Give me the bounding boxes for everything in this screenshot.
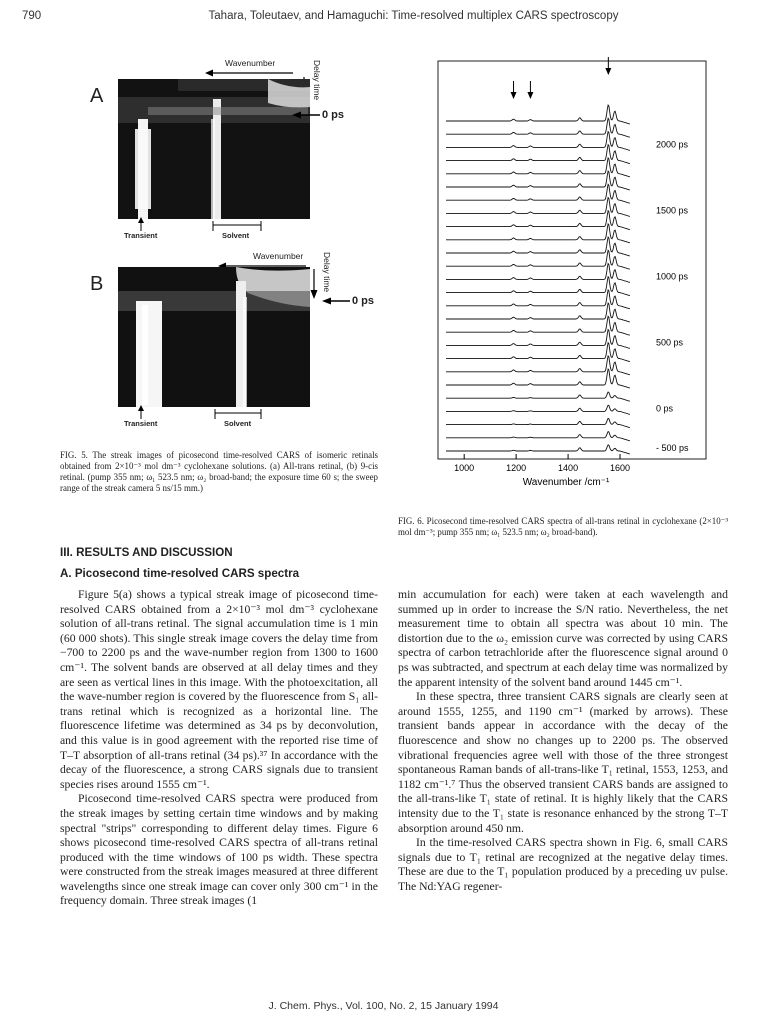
panel-b-label: B	[90, 273, 104, 295]
delay-label: 1500 ps	[656, 205, 689, 216]
x-tick-label: 1200	[506, 463, 527, 473]
right-paragraph-2: In these spectra, three transient CARS signals are clearly seen at around 1555, 1255, and 1190 cm⁻¹ (marked by arrows). These transient bands appear in accordance with the decay of the fluorescence and show no changes up to 2200 ps. The observed vibrational frequencies agree well with those of the three strongest spontaneous Raman bands of all-trans-like T₁ retinal, 1553, 1253, and 1182 cm⁻¹.⁷ Thus the observed transient CARS bands are assigned to the all-trans-like T₁ state of retinal. It is highly likely that the CARS intensity due to the T₁ state is resonance enhanced by the strong T–T absorption around 450 nm.	[398, 690, 728, 835]
panel-a-label: A	[90, 85, 104, 107]
right-paragraph-3: In the time-resolved CARS spectra shown in Fig. 6, small CARS signals due to T₁ retinal are recognized at the negative delay times. These are due to the T₁ population produced by a preceding uv pulse. The Nd:YAG regener-	[398, 836, 728, 893]
streak-image-a	[118, 79, 310, 219]
bracket-marks-b	[135, 405, 265, 419]
x-axis-label: Wavenumber /cm⁻¹	[522, 477, 610, 488]
subsection-heading: A. Picosecond time-resolved CARS spectra	[60, 567, 300, 580]
spectrum-trace	[446, 392, 630, 401]
spectrum-trace	[446, 445, 630, 454]
transient-label-b: Transient	[124, 419, 158, 428]
spectrum-trace	[446, 105, 630, 124]
spectrum-trace	[446, 405, 630, 414]
fig6-caption: FIG. 6. Picosecond time-resolved CARS spectra of all-trans retinal in cyclohexane (2×10⁻³ mol dm⁻³; pump 355 nm; ω₁ 523.5 nm; ω₂ broad-band).	[398, 516, 728, 537]
right-column	[398, 588, 728, 894]
running-head: Tahara, Toleutaev, and Hamaguchi: Time-resolved multiplex CARS spectroscopy	[208, 10, 619, 22]
zero-arrow-b	[322, 297, 350, 305]
delay-time-label-b: Delay time	[322, 252, 332, 293]
wavenumber-arrow-a	[205, 69, 295, 77]
band-arrowhead	[511, 92, 517, 99]
band-arrowhead	[605, 68, 611, 75]
spectrum-trace	[446, 432, 630, 441]
bracket-marks-a	[135, 217, 265, 231]
figure-6-chart	[395, 45, 745, 505]
delay-label: 1000 ps	[656, 271, 689, 282]
delay-label: 500 ps	[656, 337, 684, 348]
section-heading: III. RESULTS AND DISCUSSION	[60, 546, 233, 559]
x-tick-label: 1000	[454, 463, 475, 473]
zero-ps-label-a: 0 ps	[322, 109, 345, 121]
solvent-label-b: Solvent	[224, 419, 252, 428]
streak-image-b	[118, 267, 310, 407]
page-number: 790	[22, 10, 42, 22]
figure-5	[60, 55, 380, 455]
zero-arrow-a	[292, 111, 320, 119]
solvent-label-a: Solvent	[222, 231, 250, 240]
delay-label: 2000 ps	[656, 139, 689, 150]
delay-label: - 500 ps	[656, 443, 689, 453]
right-paragraph-1: min accumulation for each) were taken at each wavelength and summed up in order to increase the S/N ratio. Nevertheless, the net measurement time to obtain all spectra was about 10 min. The distortion due to the ω₂ emission curve was corrected by using CARS spectra of carbon tetrachloride after the fluorescence signal around 0 ps was subtracted, and spectrum at each delay time was normalized by the apparent intensity of the solvent band around 1445 cm⁻¹.	[398, 588, 728, 689]
spectrum-trace	[446, 418, 630, 427]
wavenumber-label-a: Wavenumber	[225, 58, 276, 68]
left-paragraph-2: Picosecond time-resolved CARS spectra were produced from the streak images by setting certain time windows and by making spectral "strips" corresponding to different delay times. Figure 6 shows picosecond time-resolved CARS spectra of all-trans retinal produced with the time windows of 100 ps width. These spectra were constructed from the streak images measured at three different wavelengths since one streak image can cover only 300 cm⁻¹ in the frequency domain. Three streak images (1	[60, 792, 378, 908]
transient-label-a: Transient	[124, 231, 158, 240]
left-paragraph-1: Figure 5(a) shows a typical streak image of picosecond time-resolved CARS obtained from a 2×10⁻³ mol dm⁻³ cyclohexane solution of all-trans retinal. The signal accumulation time is 1 min (60 000 shots). This single streak image covers the delay time from −700 to 2200 ps and the wave-number region from 1300 to 1600 cm⁻¹. The solvent bands are observed at all delay times and they are seen as vertical lines in this image. With the photoexcitation, all the wave-number region is covered by the fluorescence from S₁ all-trans retinal which is recognized as a horizontal line. The fluorescence lifetime was determined as 34 ps by deconvolution, and this value is in good agreement with the reported rise time of T–T absorption of all-trans retinal (34 ps).³⁷ In accordance with the decay of the fluorescence, a strong CARS signals due to transient species rises around 1555 cm⁻¹.	[60, 588, 378, 791]
band-arrowhead	[527, 92, 533, 99]
x-tick-label: 1600	[610, 463, 631, 473]
page-footer: J. Chem. Phys., Vol. 100, No. 2, 15 January 1994	[268, 1000, 499, 1012]
delay-arrow-b	[310, 269, 318, 299]
delay-time-label-a: Delay time	[312, 60, 322, 101]
delay-label: 0 ps	[656, 403, 674, 414]
x-tick-label: 1400	[558, 463, 579, 473]
wavenumber-label-b: Wavenumber	[253, 251, 304, 261]
zero-ps-label-b: 0 ps	[352, 295, 375, 307]
fig5-caption: FIG. 5. The streak images of picosecond time-resolved CARS of isomeric retinals obtained from 2×10⁻³ mol dm⁻³ cyclohexane solutions. (a) All-trans retinal, (b) 9-cis retinal. (pump 355 nm; ω₁ 523.5 nm; ω₂ broad-band; the exposure time 60 s; the sweep range of the streak camera 5 ns/15 mm.)	[60, 450, 378, 493]
left-column	[60, 588, 378, 909]
